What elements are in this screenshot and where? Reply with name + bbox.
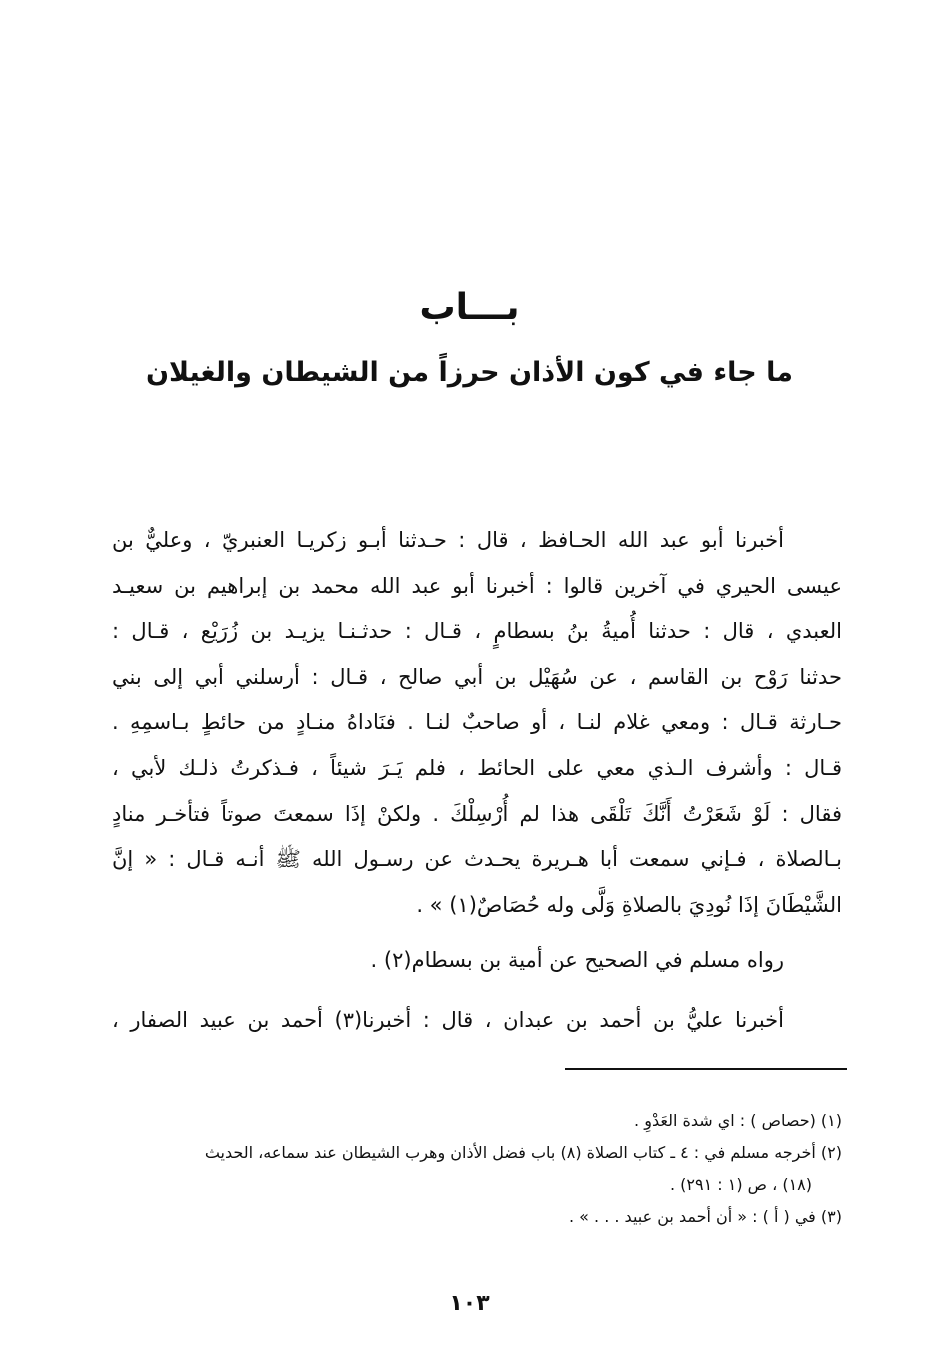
page-number: ١٠٣ [449, 1291, 490, 1316]
footnotes [112, 1105, 842, 1233]
riwaya-paragraph [112, 938, 842, 984]
text-line: قـال : وأشرف الـذي معي على الحائط ، فلم يَـرَ شيئاً ، فـذكرتُ ذلـك لأبي ، [112, 755, 842, 780]
text-line: العبدي ، قال : حدثنا أُميةُ بنُ بسطامٍ ، قـال : حدثـنـا يزيـد بن زُرَيْع ، قـال : [112, 619, 842, 644]
text-line: بـالصلاة ، فـإني سمعت أبا هـريرة يحـدث عن رسـول الله ﷺ أنـه قـال : « إنَّ [112, 847, 842, 872]
next-isnad-paragraph [112, 998, 842, 1044]
chapter-heading: بـــاب [419, 287, 520, 328]
text-line: أخبرنا أبو عبد الله الحـافظ ، قال : حـدثنا أبـو زكريـا العنبريّ ، وعليٌّ بن [112, 528, 784, 552]
footnote-1: (١) (حصاص ) : اي شدة العَدْوِ . [634, 1111, 842, 1130]
hadith-paragraph [112, 518, 842, 928]
footnote-2-continuation: (١٨) ، ص (١ : ٢٩١) . [669, 1175, 812, 1194]
text-line: عيسى الحيري في آخرين قالوا : أخبرنا أبو عبد الله محمد بن إبراهيم بن سعيـد [112, 573, 842, 598]
text-line: الشَّيْطَانَ إذَا نُودِيَ بالصلاةِ وَلَّى وله حُصَاصٌ(١) » . [416, 892, 842, 917]
text-line: حدثنا رَوْح بن القاسم ، عن سُهَيْل بن أبي صالح ، قـال : أرسلني أبي إلى بني [112, 664, 842, 689]
chapter-title: ما جاء في كون الأذان حرزاً من الشيطان والغيلان [145, 357, 794, 388]
footnote-2: (٢) أخرجه مسلم في : ٤ ـ كتاب الصلاة (٨) باب فضل الأذان وهرب الشيطان عند سماعه، الحديث [204, 1143, 842, 1162]
footnote-3: (٣) في ( أ ) : « أن أحمد بن عبيد . . . » . [568, 1207, 842, 1226]
text-line: رواه مسلم في الصحيح عن أمية بن بسطام(٢) . [370, 948, 784, 972]
text-line: فقال : لَوْ شَعَرْتُ أَنَّكَ تَلْقَى هذا لم أُرْسِلْكَ . ولكنْ إذَا سمعتَ صوتاً فتأخـر منادٍ [112, 801, 842, 826]
text-line: أخبرنا عليُّ بن أحمد بن عبدان ، قال : أخبرنا(٣) أحمد بن عبيد الصفار ، [112, 1008, 784, 1032]
text-line: حـارثة قـال : ومعي غلام لنـا ، أو صاحبٌ لنـا . فنَاداهُ منـادٍ من حائطٍ بـاسمِهِ . [112, 710, 842, 735]
footnote-separator [565, 1068, 847, 1070]
